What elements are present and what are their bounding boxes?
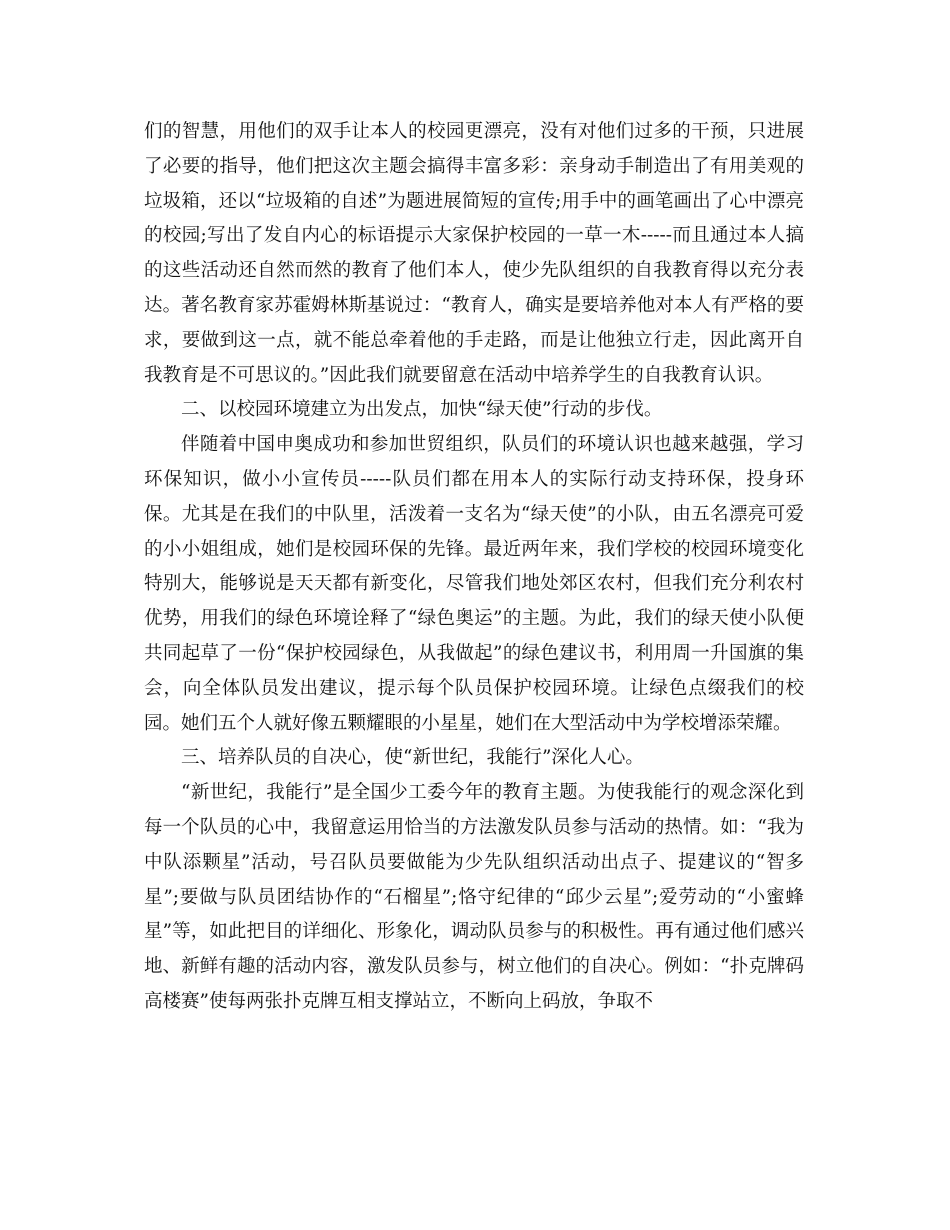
paragraph-continued: 们的智慧，用他们的双手让本人的校园更漂亮，没有对他们过多的干预，只进展了必要的指导，他们把这次主题会搞得丰富多彩：亲身动手制造出了有用美观的垃圾箱，还以“垃圾箱的自述”为题进展简短的宣传;用手中的画笔画出了心中漂亮的校园;写出了发自内心的标语提示大家保护校园的一草一木-----而且通过本人搞的这些活动还自然而然的教育了他们本人，使少先队组织的自我教育得以充分表达。著名教育家苏霍姆林斯基说过：“教育人，确实是要培养他对本人有严格的要求，要做到这一点，就不能总牵着他的手走路，而是让他独立行走，因此离开自我教育是不可思议的。”因此我们就要留意在活动中培养学生的自我教育认识。 [144, 121, 804, 386]
body-text [144, 115, 804, 1020]
paragraph-green-angels: 伴随着中国申奥成功和参加世贸组织，队员们的环境认识也越来越强，学习环保知识，做小小宣传员-----队员们都在用本人的实际行动支持环保，投身环保。尤其是在我们的中队里，活泼着一支名为“绿天使”的小队，由五名漂亮可爱的小小姐组成，她们是校园环保的先锋。最近两年来，我们学校的校园环境变化特别大，能够说是天天都有新变化，尽管我们地处郊区农村，但我们充分利农村优势，用我们的绿色环境诠释了“绿色奥运”的主题。为此，我们的绿天使小队便共同起草了一份“保护校园绿色，从我做起”的绿色建议书，利用周一升国旗的集会，向全体队员发出建议，提示每个队员保护校园环境。让绿色点缀我们的校园。她们五个人就好像五颗耀眼的小星星，她们在大型活动中为学校增添荣耀。 [144, 434, 804, 734]
section-heading-3: 三、培养队员的自决心，使“新世纪，我能行”深化人心。 [181, 747, 644, 769]
paragraph-new-century: “新世纪，我能行”是全国少工委今年的教育主题。为使我能行的观念深化到每一个队员的心中，我留意运用恰当的方法激发队员参与活动的热情。如：“我为中队添颗星”活动，号召队员要做能为少先队组织活动出点子、提建议的“智多星”;要做与队员团结协作的“石榴星”;恪守纪律的“邱少云星”;爱劳动的“小蜜蜂星”等，如此把目的详细化、形象化，调动队员参与的积极性。再有通过他们感兴地、新鲜有趣的活动内容，激发队员参与，树立他们的自决心。例如：“扑克牌码高楼赛”使每两张扑克牌互相支撑站立，不断向上码放，争取不 [144, 782, 804, 1012]
section-heading-2: 二、以校园环境建立为出发点，加快“绿天使”行动的步伐。 [181, 399, 663, 421]
